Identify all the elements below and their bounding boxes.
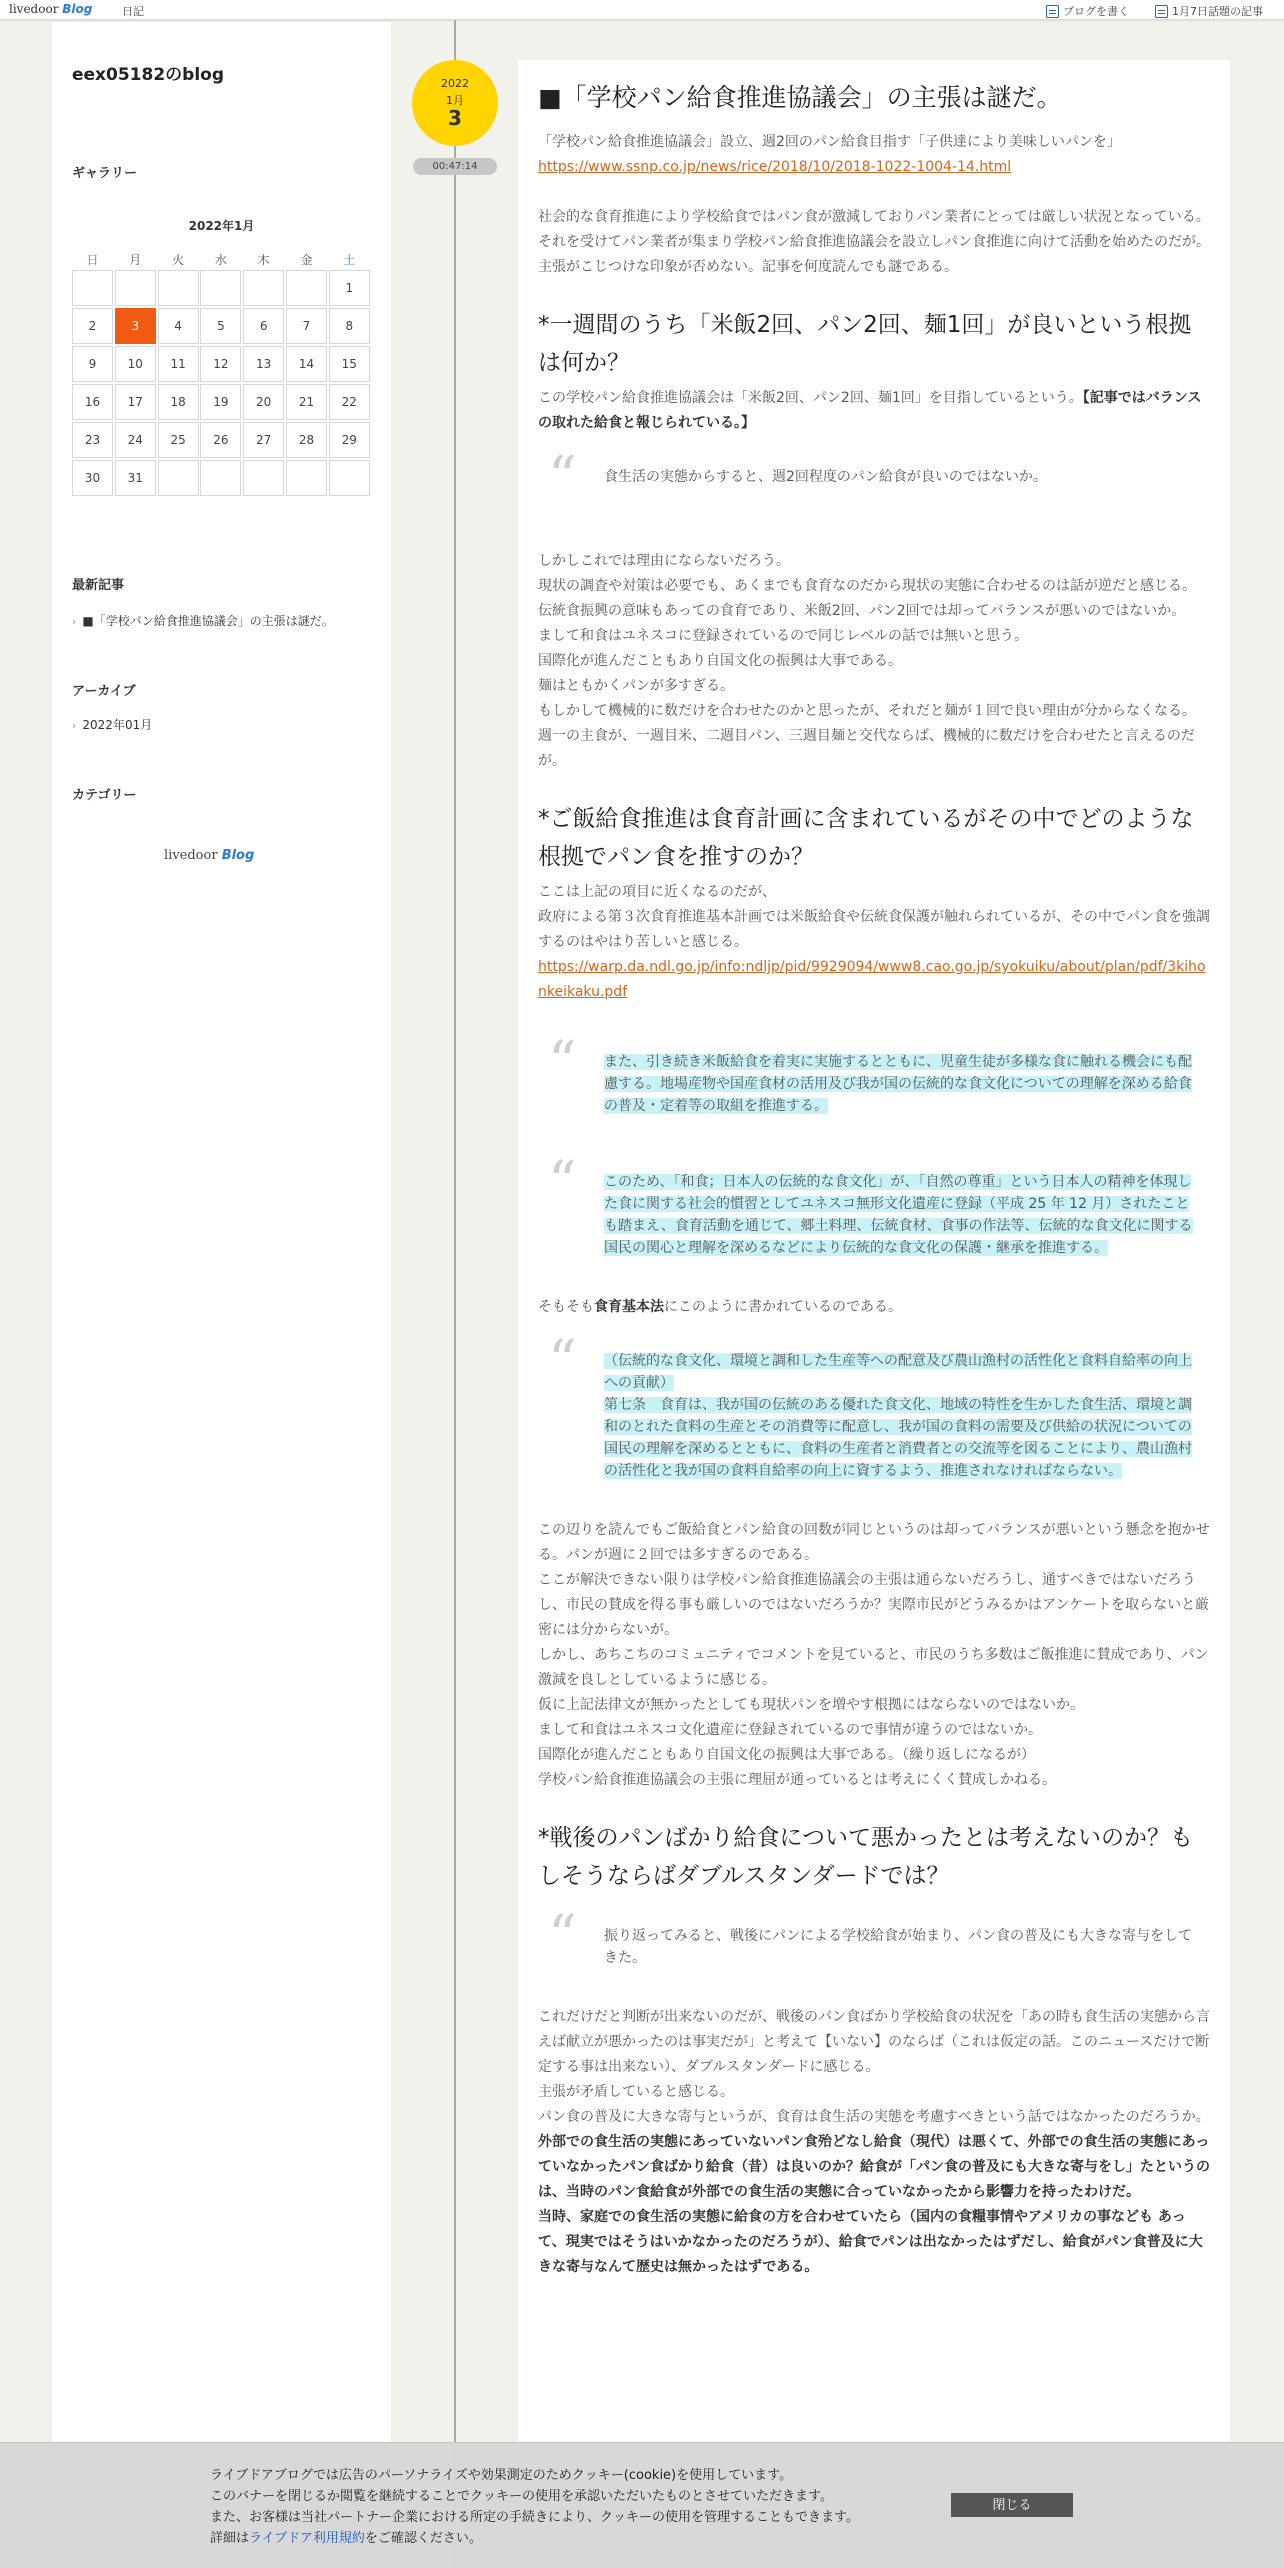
paragraph-6-line-3: しかし、あちこちのコミュニティでコメントを見ていると、市民のうち多数はご飯推進に賛成であり、パン激減を良しとしているように感じる。 [538, 1647, 1209, 1688]
section-heading-1: *一週間のうち「米飯2回、パン2回、麺1回」が良いという根拠は何か？ [538, 312, 1192, 376]
paragraph-7-line-3: パン食の普及に大きな寄与というが、食育は食生活の実態を考慮すべきという話ではなかったのだろうか。 [538, 2109, 1210, 2125]
calendar-weekday: 火 [172, 253, 185, 267]
top-bar [0, 0, 1284, 20]
calendar-day: 26 [200, 422, 241, 458]
quote-text-2: また、引き続き米飯給食を着実に実施するとともに、児童生徒が多様な食に触れる機会にも配慮する。地場産物や国産食材の活用及び我が国の伝統的な食文化についての理解を深める給食の普及・定着等の取組を推進する。 [604, 1054, 1192, 1114]
calendar-weekday: 木 [257, 253, 270, 267]
topic-articles-link[interactable]: 1月7日話題の記事 [1155, 3, 1263, 19]
intro-text: 「学校パン給食推進協議会」設立、週2回のパン給食目指す「子供達により美味しいパンを」 [538, 134, 1121, 150]
quote-text-5: 振り返ってみると、戦後にパンによる学校給食が始まり、パン食の普及にも大きな寄与をしてきた。 [604, 1928, 1192, 1966]
paragraph-3-line-5: 国際化が進んだこともあり自国文化の振興は大事である。 [538, 653, 902, 669]
post-date-badge [412, 60, 498, 146]
post-month: 1月 [446, 94, 464, 107]
quote-text-1: 食生活の実態からすると、週2回程度のパン給食が良いのではないか。 [604, 469, 1047, 485]
paragraph-3-line-4: まして和食はユネスコに登録されているので同じレベルの話では無いと思う。 [538, 628, 1028, 644]
calendar-day: 27 [243, 422, 284, 458]
calendar-day: 6 [243, 308, 284, 344]
calendar-empty-cell [200, 270, 241, 306]
calendar-day: 20 [243, 384, 284, 420]
calendar [72, 250, 370, 498]
paragraph-1-line-2: それを受けてパン業者が集まり学校パン給食推進協議会を設立しパン食推進に向けて活動を始めたのだが。 [538, 234, 1210, 250]
cookie-line-3: また、お客様は当社パートナー企業における所定の手続きにより、クッキーの使用を管理することもできます。 [210, 2510, 859, 2525]
quote-4-title: （伝統的な食文化、環境と調和した生産等への配意及び農山漁村の活性化と食料自給率の向上への貢献） [604, 1353, 1192, 1391]
paragraph-8-line-2: 当時、家庭での食生活の実態に給食の方を合わせていたら（国内の食糧事情やアメリカの事なども あって、現実ではそうはいかなかったのだろうが）、給食でパンは出なかったはずだし、給食がパン食普及に大きな寄与なんて歴史は無かったはずである。 [538, 2209, 1203, 2275]
write-blog-link[interactable]: ブログを書く [1046, 3, 1129, 19]
post-time: 00:47:14 [413, 158, 497, 175]
calendar-day: 18 [158, 384, 199, 420]
paragraph-6-line-4: 仮に上記法律文が無かったとしても現状パンを増やす根拠にはならないのではないか。 [538, 1697, 1084, 1713]
post-year: 2022 [441, 77, 469, 90]
pencil-icon [1046, 5, 1059, 18]
calendar-empty-cell [286, 270, 327, 306]
calendar-empty-cell [329, 460, 370, 496]
blog-title[interactable]: eex05182のblog [72, 65, 225, 85]
section-heading-2: *ご飯給食推進は食育計画に含まれているがその中でどのような根拠でパン食を推すのか？ [538, 806, 1194, 870]
calendar-day[interactable]: 3 [115, 308, 156, 344]
calendar-day: 31 [115, 460, 156, 496]
blockquote-3 [538, 1150, 1210, 1277]
calendar-day: 19 [200, 384, 241, 420]
article-title[interactable]: ■「学校パン給食推進協議会」の主張は謎だ。 [538, 83, 1062, 112]
paragraph-3-line-8: 週一の主食が、一週目米、二週目パン、三週目麺と交代ならば、機械的に数だけを合わせたと言えるのだが。 [538, 728, 1195, 769]
archive-heading: アーカイブ [72, 684, 136, 699]
calendar-day: 9 [72, 346, 113, 382]
calendar-day: 30 [72, 460, 113, 496]
gallery-heading: ギャラリー [72, 166, 138, 181]
livedoor-blog-footer-logo[interactable]: livedoor Blog [164, 848, 255, 863]
quote-mark-icon: “ [548, 1030, 577, 1095]
calendar-day: 8 [329, 308, 370, 344]
calendar-day: 25 [158, 422, 199, 458]
livedoor-blog-logo[interactable]: livedoor Blog [9, 2, 93, 16]
calendar-day: 24 [115, 422, 156, 458]
category-heading: カテゴリー [72, 788, 137, 803]
paragraph-2: この学校パン給食推進協議会は「米飯2回、パン2回、麺1回」を目指しているという。【記事ではバランスの取れた給食と報じられている。】 [538, 390, 1202, 431]
paragraph-6-line-1: この辺りを読んでもご飯給食とパン給食の回数が同じというのは却ってバランスが悪いという懸念を抱かせる。パンが週に２回では多すぎるのである。 [538, 1522, 1210, 1563]
calendar-day: 5 [200, 308, 241, 344]
calendar-weekday: 金 [300, 253, 313, 267]
paragraph-6-line-7: 学校パン給食推進協議会の主張に理屈が通っているとは考えにくく賛成しかねる。 [538, 1772, 1056, 1788]
calendar-day: 2 [72, 308, 113, 344]
blockquote-1 [538, 445, 1210, 510]
paragraph-3-line-2: 現状の調査や対策は必要でも、あくまでも食育なのだから現状の実態に合わせるのは話が逆だと感じる。 [538, 578, 1196, 594]
calendar-day: 17 [115, 384, 156, 420]
quote-4-body: 第七条 食育は、我が国の伝統のある優れた食文化、地域の特性を生かした食生活、環境と調和のとれた食料の生産とその消費等に配意し、我が国の食料の需要及び供給の状況についての国民の理解を深めるとともに、食料の生産者と消費者との交流等を図ることにより、農山漁村の活性化と我が国の食料自給率の向上に資するよう、推進されなければならない。 [604, 1397, 1192, 1479]
quote-mark-icon: “ [548, 1329, 577, 1394]
timeline-line [454, 20, 456, 2568]
calendar-title: 2022年1月 [188, 219, 255, 233]
paragraph-1-line-3: 主張がこじつけな印象が否めない。記事を何度読んでも謎である。 [538, 259, 958, 275]
calendar-day: 10 [115, 346, 156, 382]
paragraph-5: そもそも食育基本法にこのように書かれているのである。 [538, 1299, 902, 1315]
calendar-empty-cell [243, 270, 284, 306]
calendar-weekday: 日 [86, 253, 99, 267]
quote-text-3: このため、「和食；日本人の伝統的な食文化」が、「自然の尊重」という日本人の精神を体現した食に関する社会的慣習としてユネスコ無形文化遺産に登録（平成 25 年 12 月）されたことも踏まえ、食育活動を通じて、郷土料理、伝統食材、食事の作法等、伝統的な食文化に関する国民の関心と理解を深めるなどにより伝統的な食文化の保護・継承を推進する。 [604, 1174, 1193, 1256]
calendar-empty-cell [158, 460, 199, 496]
paragraph-3-line-6: 麺はともかくパンが多すぎる。 [538, 678, 734, 694]
paragraph-6-line-5: まして和食はユネスコ文化遺産に登録されているので事情が違うのではないか。 [538, 1722, 1042, 1738]
blockquote-2 [538, 1030, 1210, 1135]
calendar-empty-cell [115, 270, 156, 306]
blockquote-4 [538, 1329, 1210, 1500]
calendar-day: 11 [158, 346, 199, 382]
calendar-day: 21 [286, 384, 327, 420]
paragraph-8-line-1: 外部での食生活の実態にあっていないパン食殆どなし給食（現代）は悪くて、外部での食生活の実態にあっていなかったパン食ばかり給食（昔）は良いのか？給食が「パン食の普及にも大きな寄与をし」たというのは、当時のパン食給食が外部での食生活の実態に合っていなかったから影響力を持ったわけだ。 [538, 2134, 1210, 2200]
calendar-day: 1 [329, 270, 370, 306]
calendar-day: 15 [329, 346, 370, 382]
paragraph-3-line-7: もしかして機械的に数だけを合わせたのかと思ったが、それだと麺が１回で良い理由が分からなくなる。 [538, 703, 1196, 719]
latest-heading: 最新記事 [72, 578, 125, 593]
archive-link[interactable]: › 2022年01月 [72, 716, 152, 733]
source-link[interactable]: https://www.ssnp.co.jp/news/rice/2018/10/2018-1022-1004-14.html [538, 159, 1012, 175]
quote-mark-icon: “ [548, 445, 577, 510]
cookie-line-1: ライブドアブログでは広告のパーソナライズや効果測定のためクッキー(cookie)を使用しています。 [210, 2468, 793, 2483]
blockquote-5 [538, 1904, 1210, 1987]
paragraph-1-line-1: 社会的な食育推進により学校給食ではパン食が激減しておりパン業者にとっては厳しい状況となっている。 [538, 209, 1210, 225]
calendar-icon [1155, 5, 1168, 18]
calendar-day: 28 [286, 422, 327, 458]
calendar-day: 7 [286, 308, 327, 344]
quote-mark-icon: “ [548, 1150, 577, 1215]
calendar-day: 23 [72, 422, 113, 458]
paragraph-3-line-3: 伝統食振興の意味もあっての食育であり、米飯2回、パン2回では却ってバランスが悪いのではないか。 [538, 603, 1186, 619]
paragraph-6-line-6: 国際化が進んだこともあり自国文化の振興は大事である。（繰り返しになるが） [538, 1747, 1035, 1763]
terms-link[interactable]: ライブドア利用規約 [249, 2531, 365, 2546]
latest-article-link[interactable]: › ■「学校パン給食推進協議会」の主張は謎だ。 [72, 612, 334, 629]
plan-pdf-link[interactable]: https://warp.da.ndl.go.jp/info:ndljp/pid/9929094/www8.cao.go.jp/syokuiku/about/plan/pdf/3kihonkeikaku.pdf [538, 959, 1206, 1000]
calendar-day: 22 [329, 384, 370, 420]
cookie-close-button[interactable]: 閉じる [951, 2493, 1073, 2517]
calendar-weekday: 水 [214, 253, 227, 267]
calendar-day: 29 [329, 422, 370, 458]
calendar-weekday: 月 [129, 253, 142, 267]
calendar-empty-cell [158, 270, 199, 306]
calendar-day: 16 [72, 384, 113, 420]
paragraph-6-line-2: ここが解決できない限りは学校パン給食推進協議会の主張は通らないだろうし、通すべきではないだろうし、市民の賛成を得る事も厳しいのではないだろうか？実際市民がどうみるかはアンケートを取らないと厳密には分からないが。 [538, 1572, 1210, 1638]
calendar-day: 12 [200, 346, 241, 382]
cookie-banner [0, 2442, 1284, 2568]
cookie-line-2: このバナーを閉じるか閲覧を継続することでクッキーの使用を承認いただいたものとさせていただきます。 [210, 2489, 833, 2504]
paragraph-7-line-1: これだけだと判断が出来ないのだが、戦後のパン食ばかり学校給食の状況を「あの時も食生活の実態から言えば献立が悪かったのは事実だが」と考えて【いない】のならば（これは仮定の話。このニュースだけで断定する事は出来ない）、ダブルスタンダードに感じる。 [538, 2009, 1210, 2075]
calendar-empty-cell [286, 460, 327, 496]
paragraph-4-line-1: ここは上記の項目に近くなるのだが、 [538, 884, 776, 900]
section-heading-3: *戦後のパンばかり給食について悪かったとは考えないのか？もしそうならばダブルスタンダードでは？ [538, 1825, 1194, 1889]
calendar-empty-cell [200, 460, 241, 496]
calendar-empty-cell [72, 270, 113, 306]
paragraph-7-line-2: 主張が矛盾していると感じる。 [538, 2084, 734, 2100]
calendar-empty-cell [243, 460, 284, 496]
calendar-day: 4 [158, 308, 199, 344]
quote-mark-icon: “ [548, 1904, 577, 1969]
diary-link[interactable]: 日記 [122, 5, 144, 18]
calendar-weekday: 土 [343, 253, 356, 267]
paragraph-4-line-2: 政府による第３次食育推進基本計画では米飯給食や伝統食保護が触れられているが、その中でパン食を強調するのはやはり苦しいと感じる。 [538, 909, 1210, 950]
article [518, 60, 1230, 2568]
paragraph-3-line-1: しかしこれでは理由にならないだろう。 [538, 553, 790, 569]
calendar-day: 14 [286, 346, 327, 382]
post-day: 3 [448, 106, 462, 130]
calendar-day: 13 [243, 346, 284, 382]
sidebar [52, 22, 391, 2568]
cookie-line-4: 詳細はライブドア利用規約をご確認ください。 [210, 2531, 482, 2546]
